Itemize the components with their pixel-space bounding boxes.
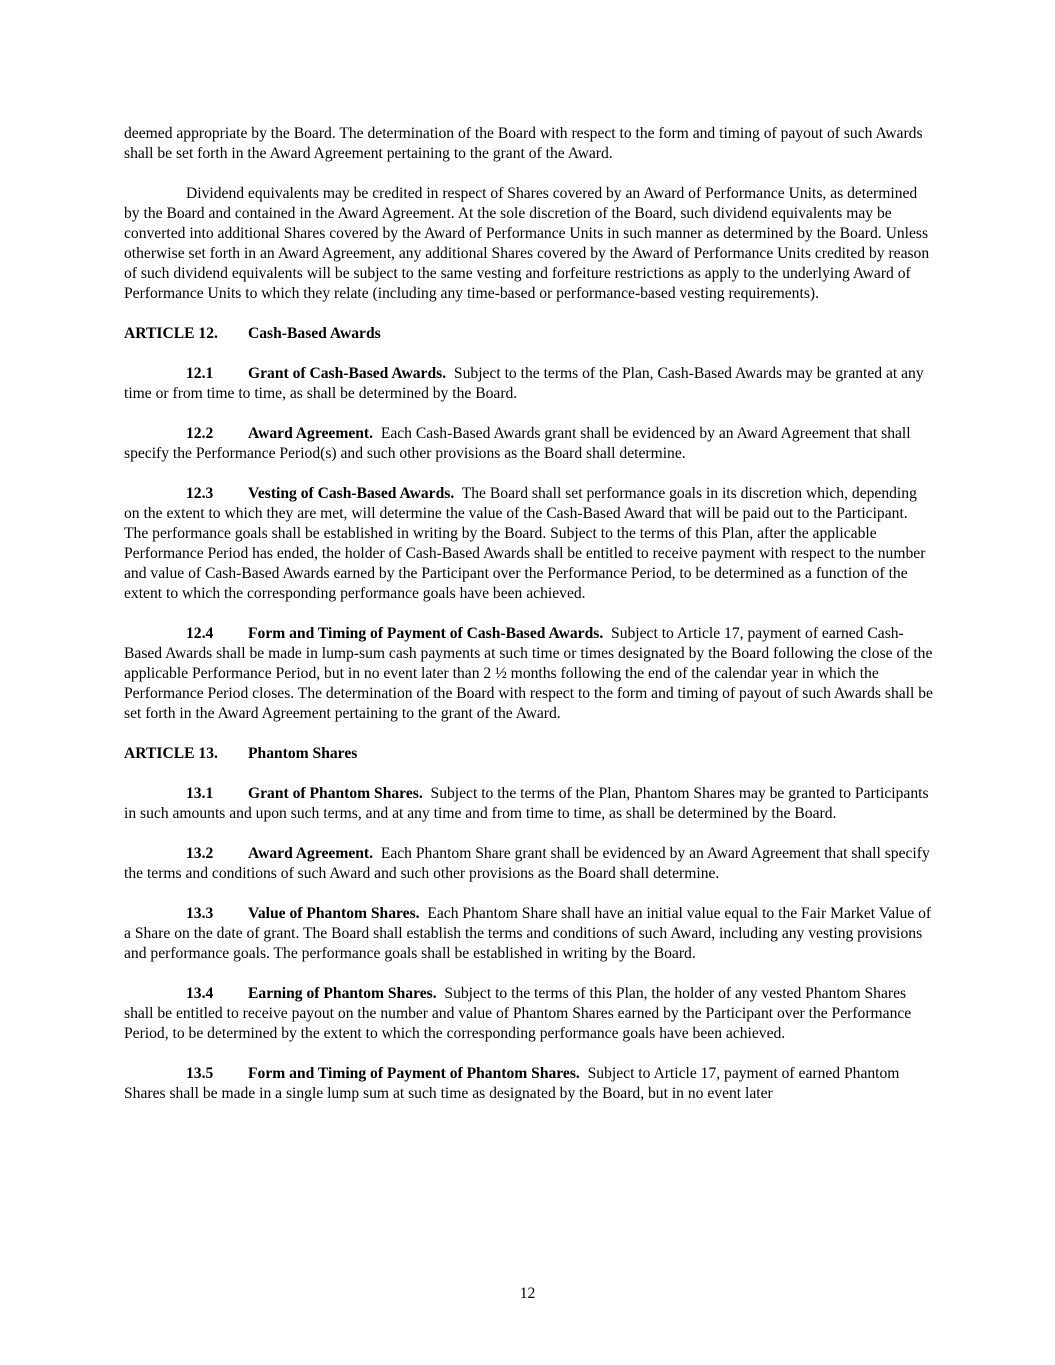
article-number: ARTICLE 13. [124, 745, 218, 762]
paragraph-continuation: deemed appropriate by the Board. The determination of the Board with respect to the form and timing of payout of such Awards shall be set forth in the Award Agreement pertaining to the grant of the Award. [124, 125, 923, 162]
paragraph-dividend-equivalents: Dividend equivalents may be credited in respect of Shares covered by an Award of Performance Units, as determined by the Board and contained in the Award Agreement. At the sole discretion of the Board, such dividend equivalents may be converted into additional Shares covered by the Award of Performance Units in such manner as determined by the Board. Unless otherwise set forth in an Award Agreement, any additional Shares covered by the Award of Performance Units credited by reason of such dividend equivalents will be subject to the same vesting and forfeiture restrictions as apply to the underlying Award of Performance Units to which they relate (including any time-based or performance-based vesting requirements). [124, 185, 930, 302]
section-text: Subject to the terms of the Plan, Cash-Based Awards may be granted at any time or from time to time, as shall be determined by the Board. [124, 365, 924, 402]
section-number: 13.2 [186, 845, 214, 862]
section-text: Each Cash-Based Awards grant shall be evidenced by an Award Agreement that shall specify the Performance Period(s) and such other provisions as the Board shall determine. [124, 425, 911, 462]
section-13-4 [124, 984, 934, 1044]
section-13-5 [124, 1064, 934, 1104]
section-number: 13.1 [186, 785, 214, 802]
section-12-2 [124, 424, 934, 464]
section-12-4 [124, 624, 934, 724]
section-text: Each Phantom Share grant shall be evidenced by an Award Agreement that shall specify the terms and conditions of such Award and such other provisions as the Board shall determine. [124, 845, 930, 882]
section-title: Award Agreement. [248, 845, 374, 862]
article-number: ARTICLE 12. [124, 325, 218, 342]
section-number: 12.1 [186, 365, 214, 382]
section-title: Grant of Cash-Based Awards. [248, 365, 447, 382]
section-13-2 [124, 844, 934, 884]
section-text: Subject to Article 17, payment of earned Cash-Based Awards shall be made in lump-sum cash payments at such time or times designated by the Board following the close of the applicable Performance Period, but in no event later than 2 ½ months following the end of the calendar year in which the Performance Period closes. The determination of the Board with respect to the form and timing of payout of such Awards shall be set forth in the Award Agreement pertaining to the grant of the Award. [124, 625, 933, 722]
section-title: Value of Phantom Shares. [248, 905, 420, 922]
article-12-heading [124, 324, 934, 344]
section-number: 13.5 [186, 1065, 214, 1082]
section-title: Grant of Phantom Shares. [248, 785, 423, 802]
section-title: Form and Timing of Payment of Cash-Based Awards. [248, 625, 604, 642]
section-12-3 [124, 484, 934, 604]
section-text: Subject to Article 17, payment of earned Phantom Shares shall be made in a single lump sum at such time as designated by the Board, but in no event later [124, 1065, 900, 1102]
section-title: Award Agreement. [248, 425, 374, 442]
section-text: Subject to the terms of the Plan, Phantom Shares may be granted to Participants in such amounts and upon such terms, and at any time and from time to time, as shall be determined by the Board. [124, 785, 929, 822]
article-title: Cash-Based Awards [248, 325, 381, 342]
section-text: Subject to the terms of this Plan, the holder of any vested Phantom Shares shall be entitled to receive payout on the number and value of Phantom Shares earned by the Participant over the Performance Period, to be determined by the extent to which the corresponding performance goals have been achieved. [124, 985, 912, 1042]
document-page [124, 124, 934, 1124]
section-text: The Board shall set performance goals in its discretion which, depending on the extent to which they are met, will determine the value of the Cash-Based Award that will be paid out to the Participant. The performance goals shall be established in writing by the Board. Subject to the terms of this Plan, after the applicable Performance Period has ended, the holder of Cash-Based Awards shall be entitled to receive payment with respect to the number and value of Cash-Based Awards earned by the Participant over the Performance Period, to be determined as a function of the extent to which the corresponding performance goals have been achieved. [124, 485, 926, 602]
section-number: 12.4 [186, 625, 214, 642]
section-number: 13.4 [186, 985, 214, 1002]
section-text: Each Phantom Share shall have an initial value equal to the Fair Market Value of a Share on the date of grant. The Board shall establish the terms and conditions of such Award, including any vesting provisions and performance goals. The performance goals shall be established in writing by the Board. [124, 905, 932, 962]
section-13-3 [124, 904, 934, 964]
section-title: Earning of Phantom Shares. [248, 985, 437, 1002]
page-number: 12 [519, 1285, 536, 1302]
section-13-1 [124, 784, 934, 824]
article-title: Phantom Shares [248, 745, 358, 762]
section-12-1 [124, 364, 934, 404]
section-number: 12.3 [186, 485, 214, 502]
section-number: 12.2 [186, 425, 214, 442]
article-13-heading [124, 744, 934, 764]
section-title: Vesting of Cash-Based Awards. [248, 485, 455, 502]
section-title: Form and Timing of Payment of Phantom Shares. [248, 1065, 580, 1082]
section-number: 13.3 [186, 905, 214, 922]
